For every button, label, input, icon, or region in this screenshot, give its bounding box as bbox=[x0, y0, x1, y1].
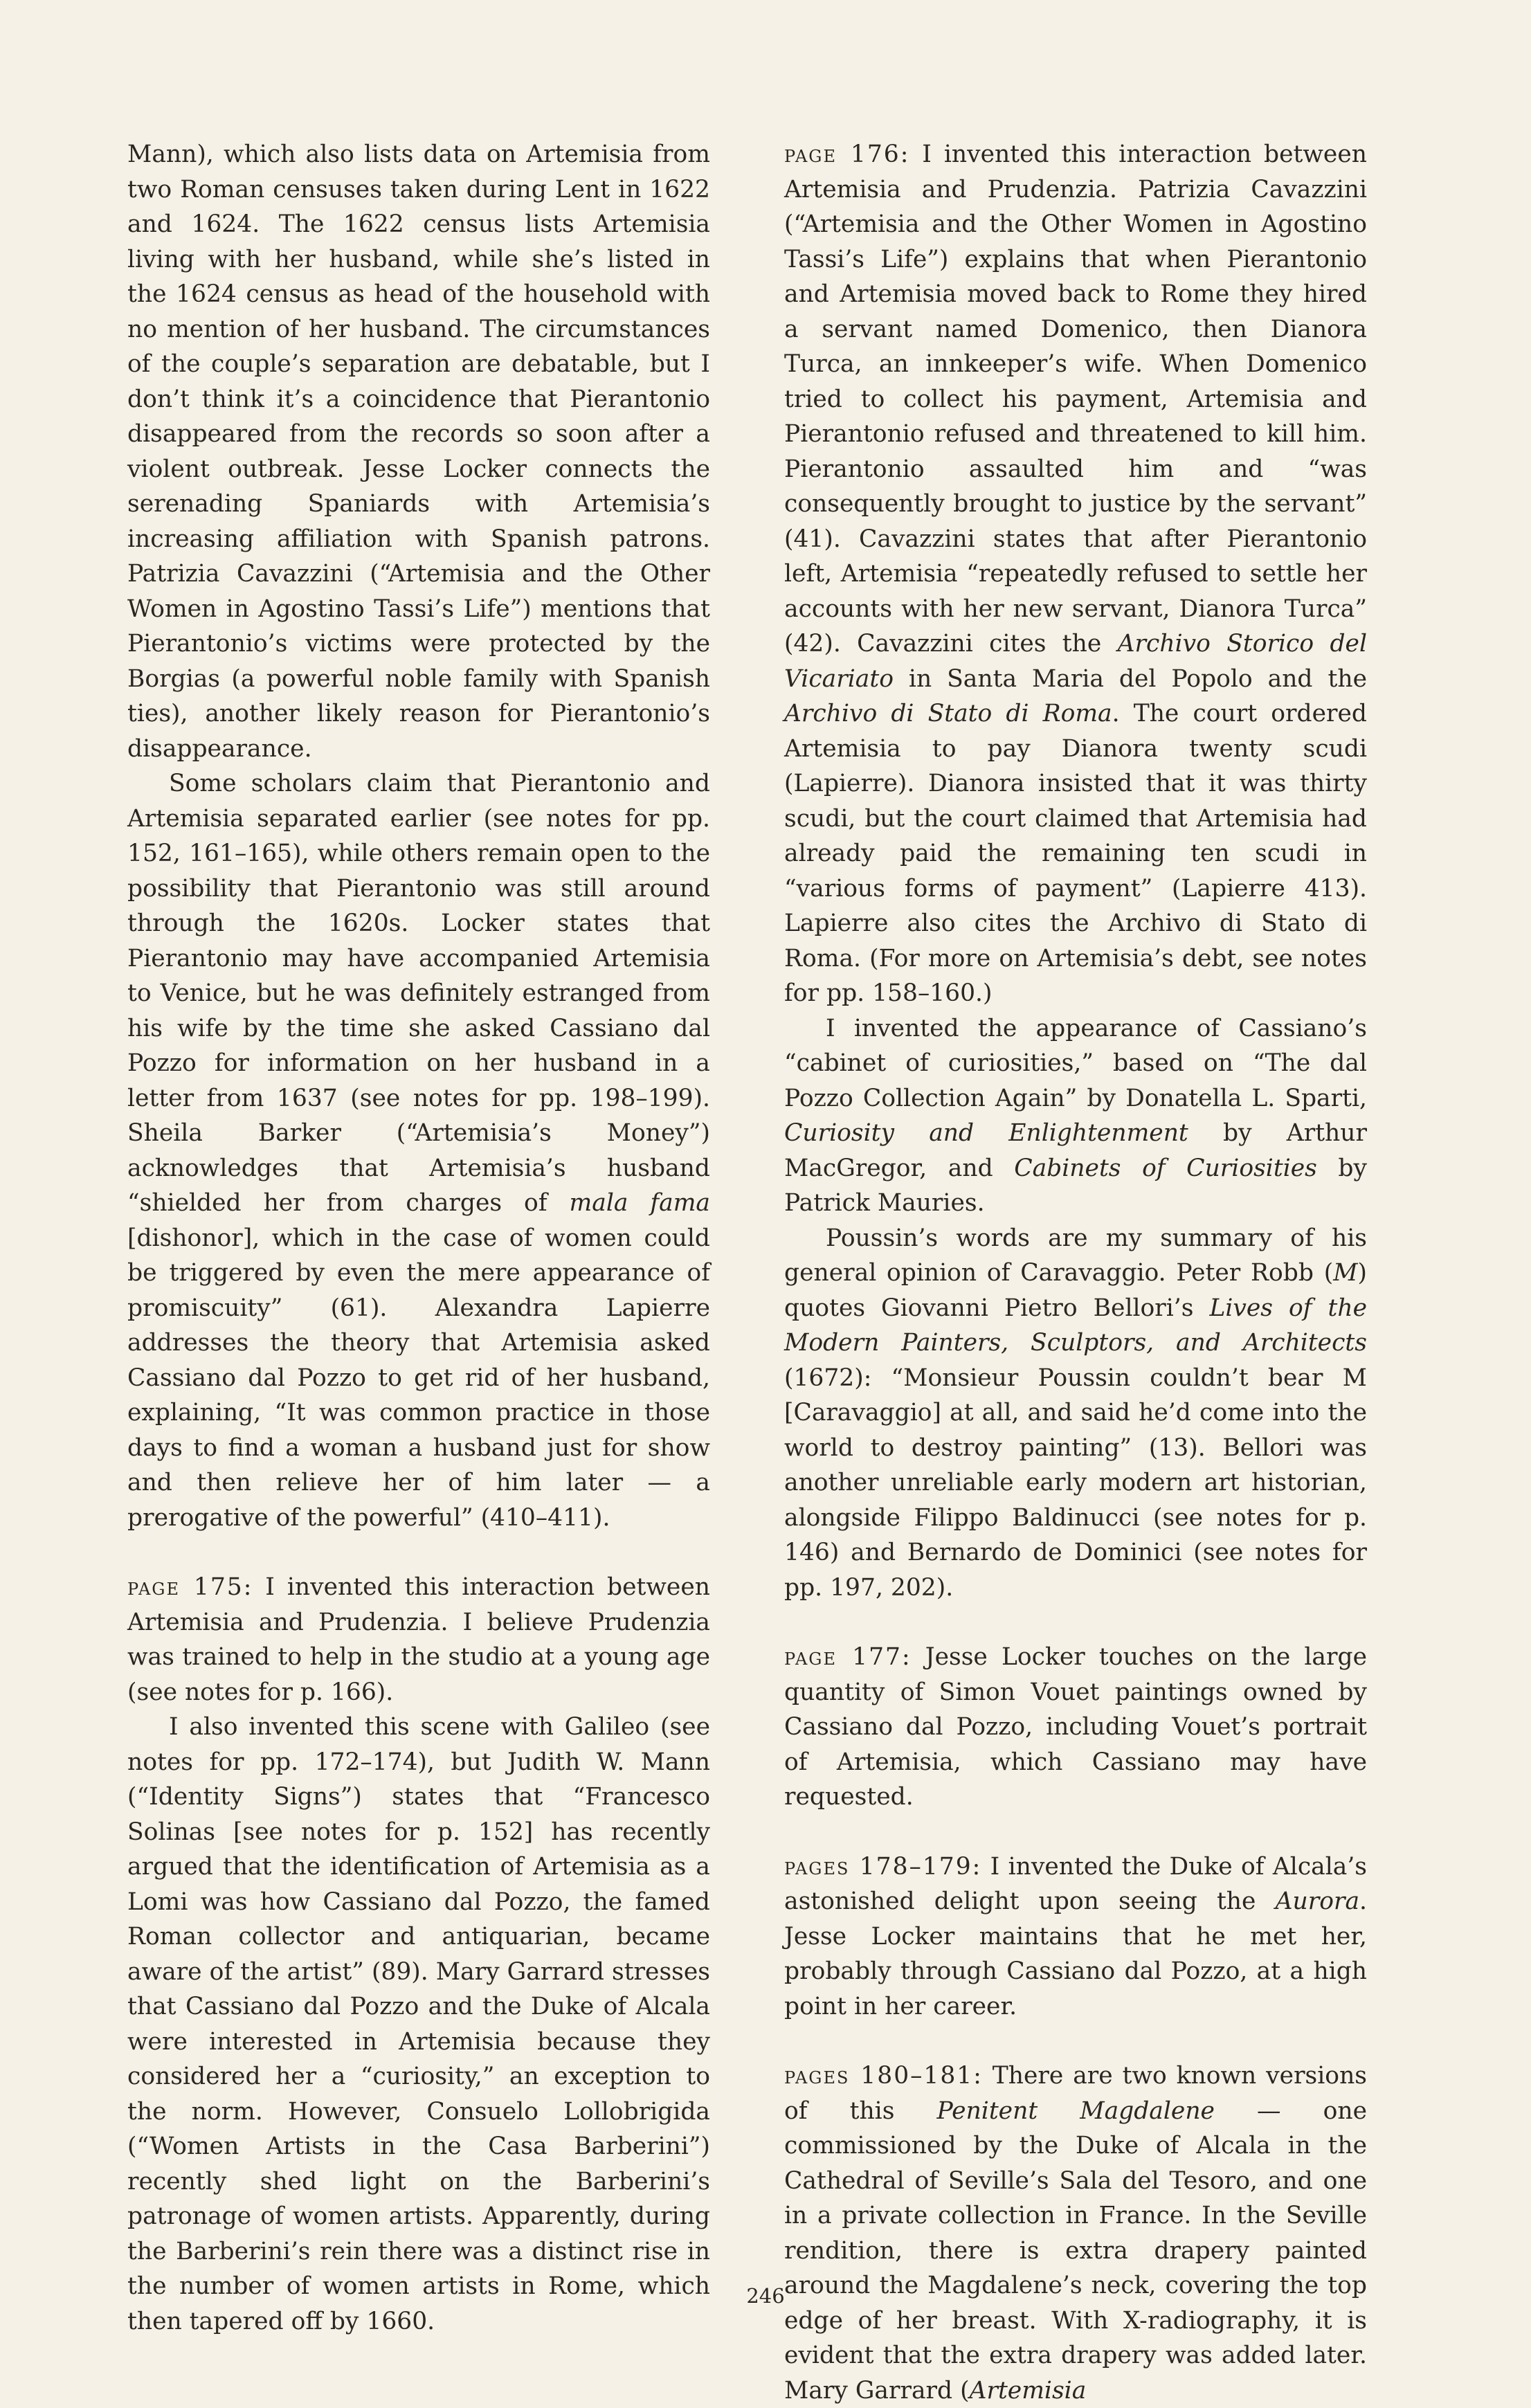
page-reference-label: page 176: bbox=[784, 141, 910, 168]
italic-term: Lives of the Modern Painters, Sculptors, and Architects bbox=[784, 1294, 1367, 1357]
text-run: ) quotes Giovanni Pietro Bellori’s bbox=[784, 1259, 1367, 1322]
text-run: — one commissioned by the Duke of Alcala in the Cathedral of Seville’s Sala del Tesoro, and one in a private collection in France. In the Seville rendition, there is extra drapery painted around the Magdalene’s neck, covering the top edge of her breast. With X-radiography, it is evident that the extra drapery was added later. Mary Garrard ( bbox=[784, 2097, 1367, 2405]
text-run: Poussin’s words are my summary of his general opinion of Caravaggio. Peter Robb ( bbox=[784, 1224, 1367, 1287]
italic-term: Artemisia bbox=[969, 2376, 1087, 2405]
paragraph: I also invented this scene with Galileo (see notes for pp. 172–174), but Judith W. Mann (“Identity Signs”) states that “Francesco Solinas [see notes for p. 152] has recently argued that the identification of Artemisia as a Lomi was how Cassiano dal Pozzo, the famed Roman collector and antiquarian, became aware of the artist” (89). Mary Garrard stresses that Cassiano dal Pozzo and the Duke of Alcala were interested in Artemisia because they considered her a “curiosity,” an exception to the norm. However, Consuelo Lollobrigida (“Women Artists in the Casa Barberini”) recently shed light on the Barberini’s patronage of women artists. Apparently, during the Barberini’s rein there was a distinct rise in the number of women artists in Rome, which then tapered off by 1660. bbox=[127, 1713, 710, 2335]
page-reference-label: page 177: bbox=[784, 1643, 912, 1671]
note-entry bbox=[784, 2058, 1367, 2408]
text-run: There are two known versions of this bbox=[784, 2062, 1367, 2125]
right-column bbox=[784, 137, 1367, 2408]
text-run: I invented this interaction between Artemisia and Prudenzia. I believe Prudenzia was trained to help in the studio at a young age (see notes for p. 166). bbox=[127, 1573, 710, 1706]
paragraph bbox=[784, 1221, 1367, 1606]
italic-term: Penitent Magdalene bbox=[936, 2097, 1215, 2125]
text-run: Jesse Locker touches on the large quantity of Simon Vouet paintings owned by Cassiano dal Pozzo, including Vouet’s portrait of Artemisia, which Cassiano may have requested. bbox=[784, 1643, 1367, 1811]
italic-term: mala fama bbox=[569, 1189, 710, 1217]
text-run: [dishonor], which in the case of women could be triggered by even the mere appearance of promiscuity” (61). Alexandra Lapierre addresses the theory that Artemisia asked Cassiano dal Pozzo to get rid of her husband, explaining, “It was common practice in those days to find a woman a husband just for show and then relieve her of him later — a prerogative of the powerful” (410–411). bbox=[127, 1224, 710, 1532]
page-reference-label: pages 178–179: bbox=[784, 1852, 982, 1881]
italic-term: Curiosity and Enlightenment bbox=[784, 1119, 1188, 1147]
left-column bbox=[127, 137, 710, 2339]
text-run: by Arthur MacGregor, and bbox=[784, 1119, 1367, 1182]
paragraph: Mann), which also lists data on Artemisia from two Roman censuses taken during Lent in 1622 and 1624. The 1622 census lists Artemisia living with her husband, while she’s listed in the 1624 census as head of the household with no mention of her husband. The circumstances of the couple’s separation are debatable, but I don’t think it’s a coincidence that Pierantonio disappeared from the records so soon after a violent outbreak. Jesse Locker connects the serenading Spaniards with Artemisia’s increasing affiliation with Spanish patrons. Patrizia Cavazzini (“Artemisia and the Other Women in Agostino Tassi’s Life”) mentions that Pierantonio’s victims were protected by the Borgias (a powerful noble family with Spanish ties), another likely reason for Pierantonio’s disappearance. bbox=[127, 141, 710, 763]
note-entry bbox=[127, 1570, 710, 1710]
note-entry bbox=[784, 1849, 1367, 2025]
text-run: . Jesse Locker maintains that he met her, probably through Cassiano dal Pozzo, at a high point in her career. bbox=[784, 1888, 1367, 2020]
italic-term: Cabinets of Curiosities bbox=[1014, 1154, 1317, 1182]
italic-term: Archivo Storico del Vicariato bbox=[784, 630, 1367, 693]
text-run: (1672): “Monsieur Poussin couldn’t bear M [Caravaggio] at all, and said he’d come into the world to destroy painting” (13). Bellori was another unreliable early modern art historian, alongside Filippo Baldinucci (see notes for p. 146) and Bernardo de Dominici (see notes for pp. 197, 202). bbox=[784, 1364, 1367, 1602]
paragraph bbox=[784, 1011, 1367, 1221]
italic-term: Archivo di Stato di Roma bbox=[784, 700, 1112, 727]
text-run: by Patrick Mauries. bbox=[784, 1154, 1368, 1217]
page-reference-label: page 175: bbox=[127, 1573, 253, 1601]
text-run: I invented the appearance of Cassiano’s “cabinet of curiosities,” based on “The dal Pozzo Collection Again” by Donatella L. Sparti, bbox=[784, 1014, 1367, 1112]
page-reference-label: pages 180–181: bbox=[784, 2062, 983, 2090]
text-run: Some scholars claim that Pierantonio and Artemisia separated earlier (see notes for pp. 152, 161–165), while others remain open to the possibility that Pierantonio was still around through the 1620s. Locker states that Pierantonio may have accompanied Artemisia to Venice, but he was definitely estranged from his wife by the time she asked Cassiano dal Pozzo for information on her husband in a letter from 1637 (see notes for pp. 198–199). Sheila Barker (“Artemisia’s Money”) acknowledges that Artemisia’s husband “shielded her from charges of bbox=[127, 770, 710, 1217]
italic-term: M bbox=[1333, 1259, 1358, 1287]
text-run: in Santa Maria del Popolo and the bbox=[893, 664, 1367, 693]
text-run: I invented the Duke of Alcala’s astonished delight upon seeing the bbox=[784, 1852, 1367, 1915]
note-entry bbox=[784, 137, 1367, 1011]
text-run: I invented this interaction between Artemisia and Prudenzia. Patrizia Cavazzini (“Artemisia and the Other Women in Agostino Tassi’s Life”) explains that when Pierantonio and Artemisia moved back to Rome they hired a servant named Domenico, then Dianora Turca, an innkeeper’s wife. When Domenico tried to collect his payment, Artemisia and Pierantonio refused and threatened to kill him. Pierantonio assaulted him and “was consequently brought to justice by the servant” (41). Cavazzini states that after Pierantonio left, Artemisia “repeatedly refused to settle her accounts with her new servant, Dianora Turca” (42). Cavazzini cites the bbox=[784, 141, 1367, 658]
note-entry bbox=[784, 1640, 1367, 1815]
paragraph bbox=[127, 766, 710, 1535]
italic-term: Aurora bbox=[1275, 1888, 1360, 1915]
text-run: . The court ordered Artemisia to pay Dianora twenty scudi (Lapierre). Dianora insisted that it was thirty scudi, but the court claimed that Artemisia had already paid the remaining ten scudi in “various forms of payment” (Lapierre 413). Lapierre also cites the Archivo di Stato di Roma. (For more on Artemisia’s debt, see notes for pp. 158–160.) bbox=[784, 700, 1367, 1007]
page-number: 246 bbox=[746, 2284, 785, 2308]
